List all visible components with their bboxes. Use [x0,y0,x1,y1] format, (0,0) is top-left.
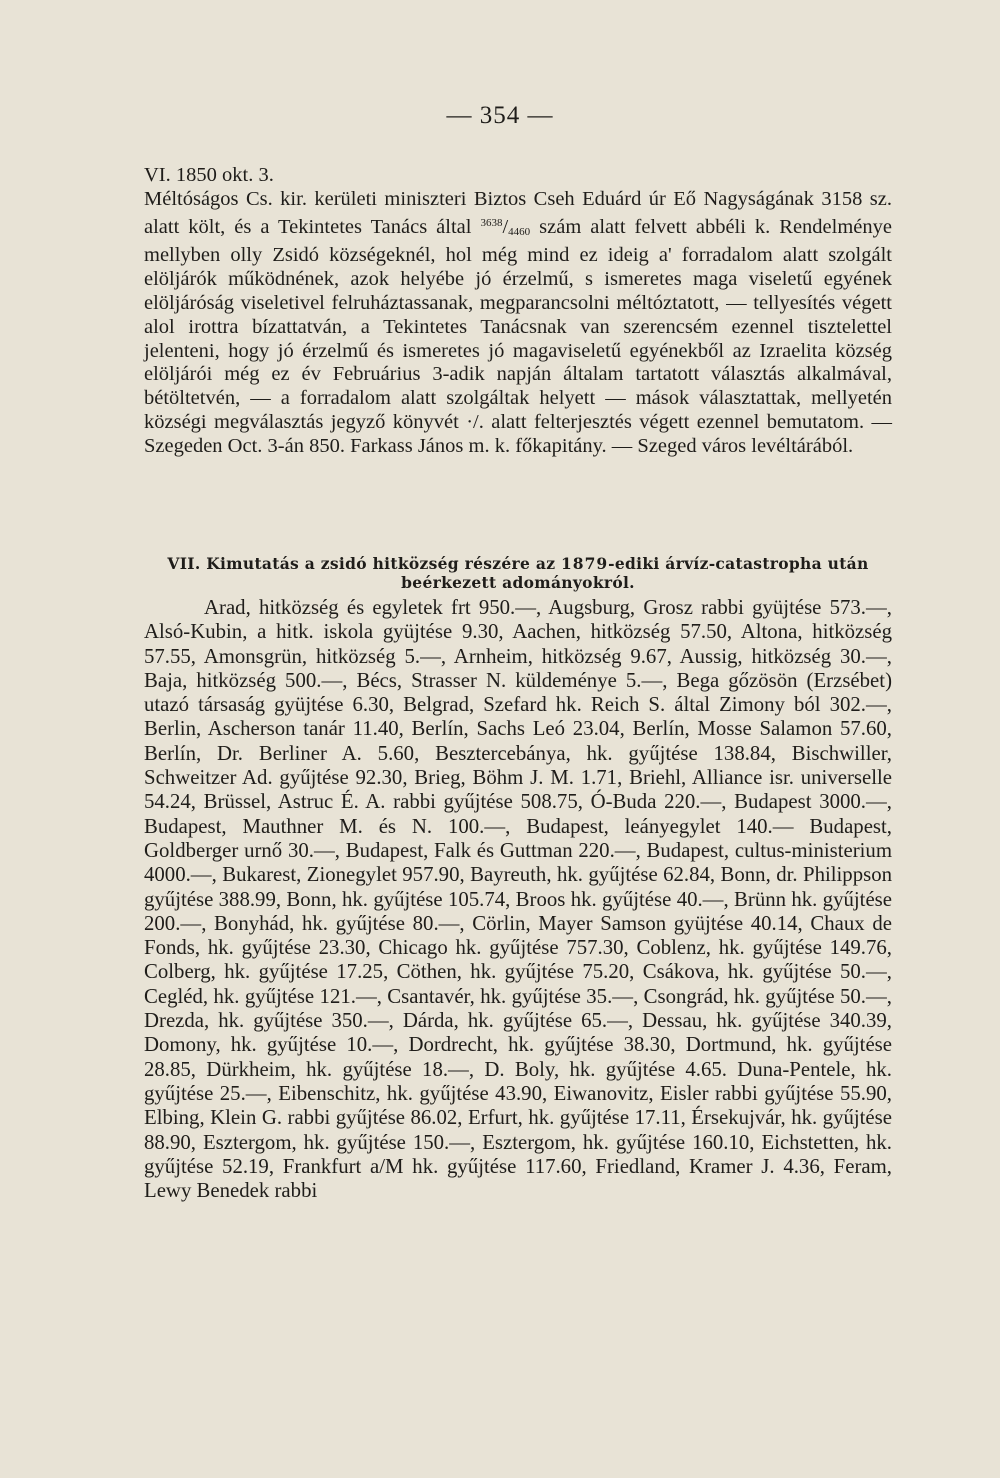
section-vii-body: Arad, hitközség és egyletek frt 950.—, Augsburg, Grosz rabbi gyüjtése 573.—, Alsó-Kubin, a hitk. iskola gyüjtése 9.30, Aachen, hitközség 57.50, Altona, hitközség 57.55, Amonsgrün, hitközség 5.—, Arnheim, hitközség 9.67, Aussig, hitközség 30.—, Baja, hitközség 500.—, Bécs, Strasser N. küldeménye 5.—, Bega gőzösön (Erzsébet) utazó társaság gyüjtése 6.30, Belgrad, Szefard hk. Reich S. által Zimony ból 302.—, Berlin, Ascherson tanár 11.40, Berlín, Sachs Leó 23.04, Berlín, Mosse Salamon 57.60, Berlín, Dr. Berliner A. 5.60, Besztercebánya, hk. gyűjtése 138.84, Bischwiller, Schweitzer Ad. gyűjtése 92.30, Brieg, Böhm J. M. 1.71, Briehl, Alliance isr. universelle 54.24, Brüssel, Astruc É. A. rabbi gyűjtése 508.75, Ó-Buda 220.—, Budapest 3000.—, Budapest, Mauthner M. és N. 100.—, Budapest, leányegylet 140.— Budapest, Goldberger urnő 30.—, Budapest, Falk és Guttman 220.—, Budapest, cultus-ministerium 4000.—, Bukarest, Zionegylet 957.90, Bayreuth, hk. gyűjtése 62.84, Bonn, dr. Philippson gyűjtése 388.99, Bonn, hk. gyűjtése 105.74, Broos hk. gyűjtése 40.—, Brünn hk. gyűjtése 200.—, Bonyhád, hk. gyűjtése 80.—, Cörlin, Mayer Samson gyüjtése 40.14, Chaux de Fonds, hk. gyűjtése 23.30, Chicago hk. gyűjtése 757.30, Coblenz, hk. gyűjtése 149.76, Colberg, hk. gyűjtése 17.25, Cöthen, hk. gyűjtése 75.20, Csákova, hk. gyűjtése 50.—, Cegléd, hk. gyűjtése 121.—, Csantavér, hk. gyűjtése 35.—, Csongrád, hk. gyűjtése 50.—, Drezda, hk. gyűjtése 350.—, Dárda, hk. gyűjtése 65.—, Dessau, hk. gyűjtése 340.39, Domony, hk. gyűjtése 10.—, Dordrecht, hk. gyűjtése 38.30, Dortmund, hk. gyűjtése 28.85, Dürkheim, hk. gyűjtése 18.—, D. Boly, hk. gyűjtése 4.65. Duna-Pentele, hk. gyűjtése 25.—, Eibenschitz, hk. gyűjtése 43.90, Eiwanovitz, Eisler rabbi gyűjtése 55.90, Elbing, Klein G. rabbi gyűjtése 86.02, Erfurt, hk. gyűjtése 17.11, Érsekujvár, hk. gyűjtése 88.90, Esztergom, hk. gyűjtése 150.—, Esztergom, hk. gyűjtése 160.10, Eichstetten, hk. gyűjtése 52.19, Frankfurt a/M hk. gyűjtése 117.60, Friedland, Kramer J. 4.36, Feram, Lewy Benedek rabbi [144,596,892,1203]
fraction-denominator: 4460 [508,225,531,238]
section-vii-heading-year: 1879 [561,554,609,573]
section-vii-heading [144,554,892,592]
section-vii-heading-suffix: -ediki árvíz-catastropha után beérkezett adományokról. [401,554,869,592]
fraction-numerator: 3638 [480,216,503,229]
section-vii-heading-prefix: VII. Kimutatás a zsidó hitközség részére az [167,554,561,573]
section-vi-text-start: Méltóságos Cs. kir. kerületi miniszteri Biztos Cseh Eduárd úr Eő Nagyságának 3158 sz. alatt költ, és a Tekintetes Tanács által [144,187,892,238]
fraction-reference: $^{3638}/_{4460}$ [480,215,531,238]
section-vi-date: VI. 1850 okt. 3. [144,164,274,186]
section-vi [144,164,892,459]
section-vi-paragraph [144,164,892,459]
section-vi-text-end: szám alatt felvett abbéli k. Rendelménye mellyben olly Zsidó községeknél, hol még mind ez ideig a' forradalom alatt szolgált elöljárók működnének, azok helyébe jó érzelmű, s ismeretes maga viseletű egyének elöljáróság viseletivel felruháztassanak, megparancsolni méltóztatott, — tellyesítés végett alol irottra bízattatván, a Tekintetes Tanácsnak van szerencsém ezennel tisztelettel jelenteni, hogy jó érzelmű és ismeretes jó magaviseletű egyénekből az Izraelita község elöljárói még ez év Februárius 3-adik napján általam tartatott választás alkalmával, bétöltetvén, — a forradalom alatt szolgáltak helyett — mások választattak, mellyetén községi megválasztás jegyző könyvét ·/. alatt felterjesztés végett ezennel bemutatom. — Szegeden Oct. 3-án 850. Farkass János m. k. főkapitány. — Szeged város levéltárából. [144,215,892,457]
page-number: — 354 — [446,102,554,129]
